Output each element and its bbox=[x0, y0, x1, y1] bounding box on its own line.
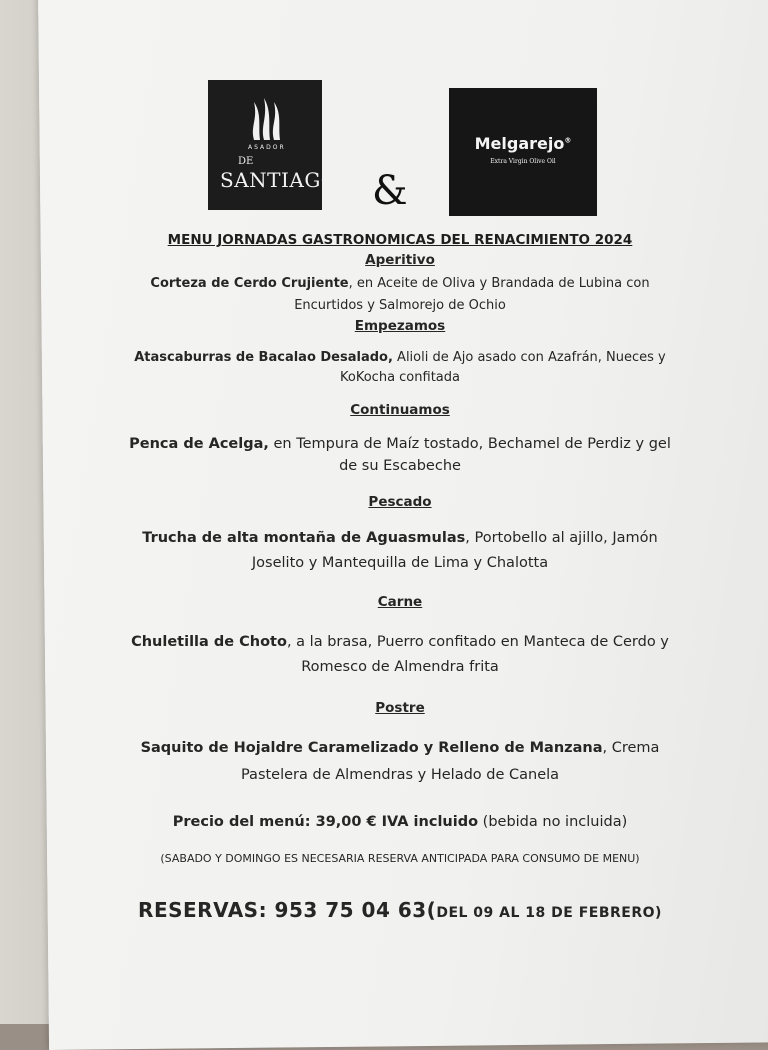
reservas-phone: RESERVAS: 953 75 04 63( bbox=[138, 898, 437, 922]
de-label: DE bbox=[238, 156, 254, 167]
registered-mark: ® bbox=[564, 136, 572, 145]
dish-pescado-line1 bbox=[40, 530, 760, 546]
heading-carne: Carne bbox=[377, 594, 423, 610]
dish-pescado-name: Trucha de alta montaña de Aguasmulas bbox=[142, 530, 466, 546]
menu-title: MENU JORNADAS GASTRONOMICAS DEL RENACIMIENTO 2024 bbox=[167, 232, 633, 248]
dish-aperitivo-name: Corteza de Cerdo Crujiente bbox=[150, 276, 349, 291]
dish-postre-desc: , Crema bbox=[602, 740, 660, 756]
dish-empezamos-line2: KoKocha confitada bbox=[340, 370, 460, 385]
dish-pescado-line2: Joselito y Mantequilla de Lima y Chalotta bbox=[251, 555, 549, 571]
reservas-dates: DEL 09 AL 18 DE FEBRERO) bbox=[436, 905, 662, 921]
dish-aperitivo-desc: , en Aceite de Oliva y Brandada de Lubina con bbox=[348, 276, 650, 291]
dish-empezamos-line1 bbox=[40, 350, 760, 365]
heading-aperitivo: Aperitivo bbox=[365, 252, 435, 268]
dish-postre-line1 bbox=[40, 740, 760, 756]
heading-empezamos: Empezamos bbox=[354, 318, 446, 334]
dish-continuamos-name: Penca de Acelga, bbox=[129, 436, 269, 452]
dish-postre-name: Saquito de Hojaldre Caramelizado y Relleno de Manzana bbox=[140, 740, 603, 756]
dish-empezamos-desc: Alioli de Ajo asado con Azafrán, Nueces y bbox=[392, 350, 666, 365]
price-note: (bebida no incluida) bbox=[478, 814, 628, 830]
reservas-line bbox=[40, 898, 760, 922]
dish-continuamos-line2: de su Escabeche bbox=[339, 458, 461, 474]
dish-pescado-desc: , Portobello al ajillo, Jamón bbox=[465, 530, 658, 546]
asador-label: ASADOR bbox=[248, 144, 286, 151]
dish-carne-desc: , a la brasa, Puerro confitado en Manteca de Cerdo y bbox=[286, 634, 669, 650]
melgarejo-name bbox=[449, 134, 597, 153]
heading-pescado: Pescado bbox=[368, 494, 432, 510]
dish-aperitivo-line1 bbox=[40, 276, 760, 291]
santiago-label: SANTIAGO bbox=[220, 168, 338, 192]
melgarejo-name-text: Melgarejo bbox=[474, 134, 565, 153]
dish-carne-line1 bbox=[40, 634, 760, 650]
heading-postre: Postre bbox=[375, 700, 425, 716]
melgarejo-subtitle: Extra Virgin Olive Oil bbox=[490, 158, 556, 165]
dish-empezamos-name: Atascaburras de Bacalao Desalado, bbox=[134, 350, 393, 365]
ampersand: & bbox=[372, 168, 408, 214]
dish-carne-line2: Romesco de Almendra frita bbox=[301, 659, 499, 675]
dish-continuamos-line1 bbox=[40, 436, 760, 452]
heading-continuamos: Continuamos bbox=[350, 402, 450, 418]
melgarejo-logo bbox=[449, 88, 597, 216]
asador-de-santiago-logo bbox=[208, 80, 338, 210]
dish-carne-name: Chuletilla de Choto bbox=[131, 634, 287, 650]
price-label: Precio del menú: 39,00 € IVA incluido bbox=[172, 814, 479, 830]
dish-aperitivo-line2: Encurtidos y Salmorejo de Ochio bbox=[294, 298, 506, 313]
dish-continuamos-desc: en Tempura de Maíz tostado, Bechamel de Perdiz y gel bbox=[268, 436, 671, 452]
dish-postre-line2: Pastelera de Almendras y Helado de Canela bbox=[240, 767, 560, 783]
flames-icon bbox=[248, 96, 284, 142]
price-line bbox=[40, 814, 760, 830]
reservation-notice: (SABADO Y DOMINGO ES NECESARIA RESERVA ANTICIPADA PARA CONSUMO DE MENU) bbox=[160, 852, 640, 865]
